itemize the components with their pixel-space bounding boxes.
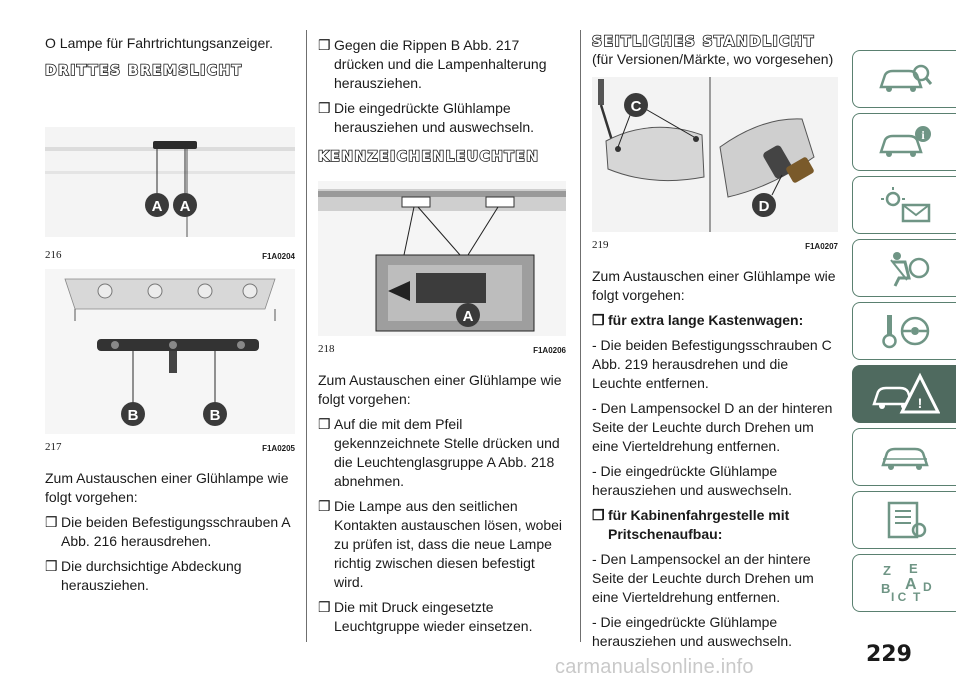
side-light-photo: [592, 77, 838, 237]
section-subheading: (für Versionen/Märkte, wo vorgesehen): [592, 51, 834, 67]
figure-number: 219: [592, 239, 609, 251]
svg-text:D: D: [922, 580, 932, 594]
svg-text:E: E: [908, 561, 918, 576]
section-heading-standlicht: [592, 34, 838, 50]
svg-text:i: i: [920, 128, 925, 142]
figure-number: 218: [318, 343, 335, 355]
checkbox-icon: ❒: [318, 37, 331, 53]
bullet-text: Gegen die Rippen B Abb. 217 drücken und die Lampenhalterung herausziehen.: [334, 37, 547, 91]
heading-text: DRITTES BREMSLICHT: [45, 63, 243, 79]
tab-service-care[interactable]: [852, 428, 956, 486]
bullet-text: für extra lange Kastenwagen:: [608, 312, 804, 328]
figure-caption: [45, 247, 295, 261]
instruction-intro: Zum Austauschen einer Glühlampe wie folgt vorgehen:: [592, 268, 836, 303]
bullet-text: Auf die mit dem Pfeil gekennzeichnete Stelle drücken und die Leuchtenglasgruppe A Abb. 218 abnehmen.: [334, 416, 560, 489]
tab-starting-driving[interactable]: [852, 302, 956, 360]
brake-light-photo: [45, 127, 295, 247]
car-warning-icon: [870, 372, 940, 416]
tab-lights-messages[interactable]: [852, 176, 956, 234]
checkbox-icon: ❒: [45, 558, 58, 574]
checkbox-icon: ❒: [318, 416, 331, 432]
bullet-text: Die mit Druck eingesetzte Leuchtgruppe wieder einsetzen.: [334, 599, 533, 634]
callout-a2: A: [179, 198, 191, 215]
bullet-item: [45, 557, 295, 595]
license-light-photo: [318, 181, 566, 341]
tab-emergency[interactable]: [852, 365, 956, 423]
bullet-item: [318, 99, 566, 137]
section-heading-kennzeichen: [318, 149, 566, 165]
bullet-item: [318, 497, 566, 592]
page-number: 229: [866, 642, 912, 667]
bullet-item: [45, 513, 295, 551]
figure-number: 217: [45, 441, 62, 453]
callout-c: C: [630, 98, 642, 115]
checkbox-icon: ❒: [318, 498, 331, 514]
step-text: - Die beiden Befestigungsschrauben C Abb. 219 herausdrehen und die Leuchte entfernen.: [592, 337, 832, 391]
svg-text:A: A: [904, 576, 917, 593]
step-text: - Den Lampensockel D an der hinteren Seite der Leuchte durch Drehen um eine Vierteldrehung entfernen.: [592, 400, 833, 454]
figure-code: F1A0207: [805, 242, 838, 251]
intro-text: O Lampe für Fahrtrichtungsanzeiger.: [45, 35, 274, 51]
car-search-icon: [875, 59, 935, 99]
step-text: - Die eingedrückte Glühlampe herausziehen und auswechseln.: [592, 614, 793, 649]
seatbelt-airbag-icon: [875, 248, 935, 288]
column-divider: [580, 30, 581, 642]
checkbox-icon: ❒: [318, 599, 331, 615]
tab-car-search[interactable]: [852, 50, 956, 108]
column-divider: [306, 30, 307, 642]
figure-caption: [318, 341, 566, 355]
bullet-item-bold: [592, 506, 838, 544]
bullet-text: Die eingedrückte Glühlampe herausziehen und auswechseln.: [334, 100, 535, 135]
figure-caption: [592, 237, 838, 251]
bullet-text: Die Lampe aus den seitlichen Kontakten austauschen lösen, wobei zu prüfen ist, dass die neue Lampe richtig zwischen diesen befestigt wird.: [334, 498, 563, 590]
tab-index[interactable]: [852, 554, 956, 612]
step-text: - Die eingedrückte Glühlampe herausziehen und auswechseln.: [592, 463, 793, 498]
svg-text:!: !: [917, 395, 922, 411]
instruction-intro: Zum Austauschen einer Glühlampe wie folgt vorgehen:: [318, 372, 562, 407]
callout-a1: A: [151, 198, 163, 215]
figure-217: [45, 269, 295, 453]
section-heading-bremslicht: [45, 63, 295, 79]
figure-code: F1A0205: [262, 444, 295, 453]
svg-text:Z: Z: [882, 563, 891, 578]
svg-text:B: B: [880, 581, 890, 596]
bullet-item: [318, 415, 566, 491]
figure-code: F1A0204: [262, 252, 295, 261]
key-steering-icon: [875, 311, 935, 351]
svg-text:T: T: [912, 590, 920, 604]
car-service-icon: [875, 437, 935, 477]
callout-b1: B: [127, 407, 139, 424]
callout-a: A: [462, 308, 474, 325]
bullet-text: für Kabinenfahrgestelle mit Pritschenaufbau:: [608, 507, 790, 542]
bullet-item: [318, 598, 566, 636]
checkbox-icon: ❒: [45, 514, 58, 530]
figure-caption: [45, 439, 295, 453]
watermark-text: carmanualsonline.info: [555, 656, 754, 678]
lamp-holder-photo: [45, 269, 295, 439]
technical-data-icon: [875, 500, 935, 540]
figure-number: 216: [45, 249, 62, 261]
tab-technical-data[interactable]: [852, 491, 956, 549]
checkbox-icon: ❒: [592, 507, 605, 523]
bullet-text: Die durchsichtige Abdeckung herausziehen.: [61, 558, 242, 593]
column-2: [318, 0, 566, 642]
column-1: [45, 0, 295, 601]
svg-text:I C: I C: [890, 590, 906, 604]
callout-b2: B: [209, 407, 221, 424]
index-abc-icon: [875, 561, 935, 605]
heading-text: SEITLICHES STANDLICHT: [592, 34, 815, 50]
bullet-text: Die beiden Befestigungsschrauben A Abb. 216 herausdrehen.: [61, 514, 290, 549]
tab-safety[interactable]: [852, 239, 956, 297]
figure-code: F1A0206: [533, 346, 566, 355]
lights-message-icon: [875, 185, 935, 225]
chapter-tabs: [852, 50, 960, 617]
instruction-intro: Zum Austauschen einer Glühlampe wie folgt vorgehen:: [45, 470, 289, 505]
callout-d: D: [758, 198, 770, 215]
bullet-item-bold: [592, 311, 838, 330]
column-3: [592, 0, 838, 657]
figure-219: [592, 77, 838, 251]
figure-216: [45, 127, 295, 261]
step-text: - Den Lampensockel an der hintere Seite der Leuchte durch Drehen um eine Vierteldrehung entfernen.: [592, 551, 814, 605]
figure-218: [318, 181, 566, 355]
car-info-icon: [875, 122, 935, 162]
bullet-item: [318, 36, 566, 93]
checkbox-icon: ❒: [592, 312, 605, 328]
checkbox-icon: ❒: [318, 100, 331, 116]
heading-text: KENNZEICHENLEUCHTEN: [318, 149, 540, 165]
tab-car-info[interactable]: [852, 113, 956, 171]
